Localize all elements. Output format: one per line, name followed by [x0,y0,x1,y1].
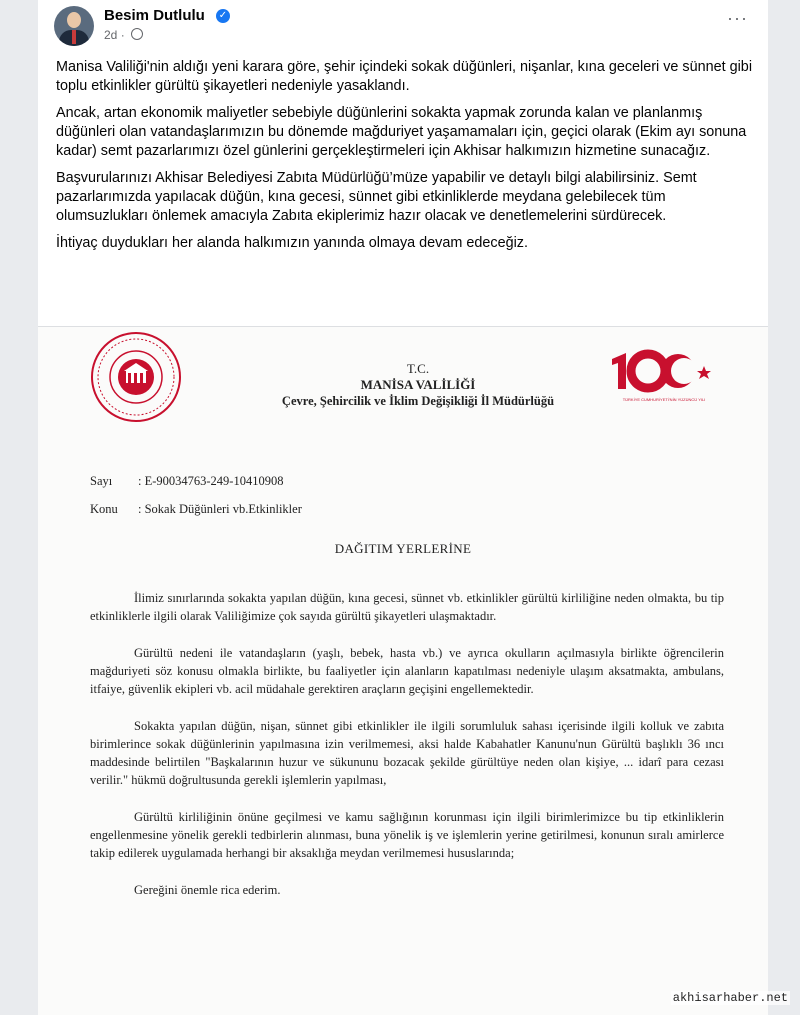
sayi-value: : E-90034763-249-10410908 [138,474,284,488]
letterhead-valilik: MANİSA VALİLİĞİ [360,377,476,392]
document-paragraph: Sokakta yapılan düğün, nişan, sünnet gibi etkinlikler ile ilgili sorumluluk sahası içerisinde ilgili kolluk ve zabıta birimlerince sokak düğünlerinin yapılmasına izin verilmemesi, aksi halde Kabahatler Kanunu'nun Gürültü başlıklı 36 ıncı maddesinde belirtilen "Başkalarının huzur ve sükununu bozacak şekilde gürültüye neden olan kişiye, ... idarî para cezası verilir." hükmü doğrultusunda gerekli işlemlerin yapılması, [90,719,724,787]
post-paragraph: Başvurularınızı Akhisar Belediyesi Zabıta Müdürlüğü’müze yapabilir ve detaylı bilgi alabilirsiniz. Semt pazarlarımızda yapılacak düğün, kına gecesi, sünnet gibi etkinliklerde meydana gelebilecek tüm olumsuzlukları önlemek amacıyla Zabıta ekiplerimiz hazır olacak ve denetlemelerini sürdürecek. [56,170,697,224]
document-closing: Gereğini önemle rica ederim. [134,883,281,897]
author-avatar[interactable] [54,6,94,46]
document-paragraph: Gürültü kirliliğinin önüne geçilmesi ve kamu sağlığının korunması için ilgili birimlerimizce bu tip etkinliklerin engellenmesine yönelik gerekli tedbirlerin alınması, buna yönelik iş ve işlemlerin yerine getirilmesi, konunun sıralı amirlerce takip edilerek uygulamada herhangi bir aksaklığa meydan verilmemesi hususlarında; [90,810,724,860]
governorship-seal-icon [90,331,182,423]
post-paragraph: Manisa Valiliği'nin aldığı yeni karara göre, şehir içindeki sokak düğünleri, nişanlar, kına geceleri ve sünnet gibi toplu etkinlikler gürültü şikayetleri nedeniyle yasaklandı. [56,59,753,94]
sayi-label: Sayı [90,474,113,488]
document-reference [90,467,302,523]
post-text [56,58,756,261]
konu-label: Konu [90,502,118,516]
post-paragraph: İhtiyaç duydukları her alanda halkımızın yanında olmaya devam edeceğiz. [56,235,528,251]
letterhead-tc: T.C. [406,361,430,376]
document-body [90,589,724,918]
distribution-heading: DAĞITIM YERLERİNE [334,541,472,556]
post-paragraph: Ancak, artan ekonomik maliyetler sebebiyle düğünlerini sokakta yapmak zorunda kalan ve planlanmış düğünleri olan vatandaşlarımızın bu dönemde mağduriyet yaşamamaları için, geçici olarak (Ekim ayı sonuna kadar) semt pazarlarımızı özel günlerini gerçekleştirmeleri için Akhisar halkımızın hizmetine sunacağız. [56,105,747,159]
verified-badge-icon: ✓ [216,9,230,23]
post-meta: 2d · [104,28,143,42]
post-header [54,6,754,46]
more-options-icon[interactable]: ··· [727,8,748,28]
konu-value: : Sokak Düğünleri vb.Etkinlikler [138,502,302,516]
site-watermark: akhisarhaber.net [672,991,788,1005]
centennial-logo-icon [606,345,718,397]
author-name[interactable]: Besim Dutlulu [104,7,205,24]
globe-icon [131,28,143,40]
centennial-logo [606,345,718,409]
centennial-tagline: TÜRKİYE CUMHURİYETİ'NİN YÜZÜNCÜ YILI [622,397,706,402]
document-paragraph: Gürültü nedeni ile vatandaşların (yaşlı, bebek, hasta vb.) ve ayrıca okulların açılmasıyla birlikte öğrencilerin mağduriyeti söz konusu olmakla birlikte, bu faaliyetler için alanların kapatılması nedeniyle ulaşım aksatmakta, ambulans, itfaiye, güvenlik ekipleri vb. acil müdahale gerektiren araçların geçişini engellemektedir. [90,646,724,696]
attached-document-image[interactable] [38,326,768,1015]
document-letterhead [228,361,608,409]
letterhead-directorate: Çevre, Şehircilik ve İklim Değişikliği İl Müdürlüğü [281,394,555,408]
document-paragraph: İlimiz sınırlarında sokakta yapılan düğün, kına gecesi, sünnet vb. etkinlikler gürültü kirliliğine neden olmakta, bu tip etkinliklerle ilgili olarak Valiliğimize çok sayıda gürültü şikayetleri ulaşmaktadır. [90,591,724,623]
post-timestamp[interactable]: 2d [104,28,118,42]
facebook-post-card [38,0,768,1014]
